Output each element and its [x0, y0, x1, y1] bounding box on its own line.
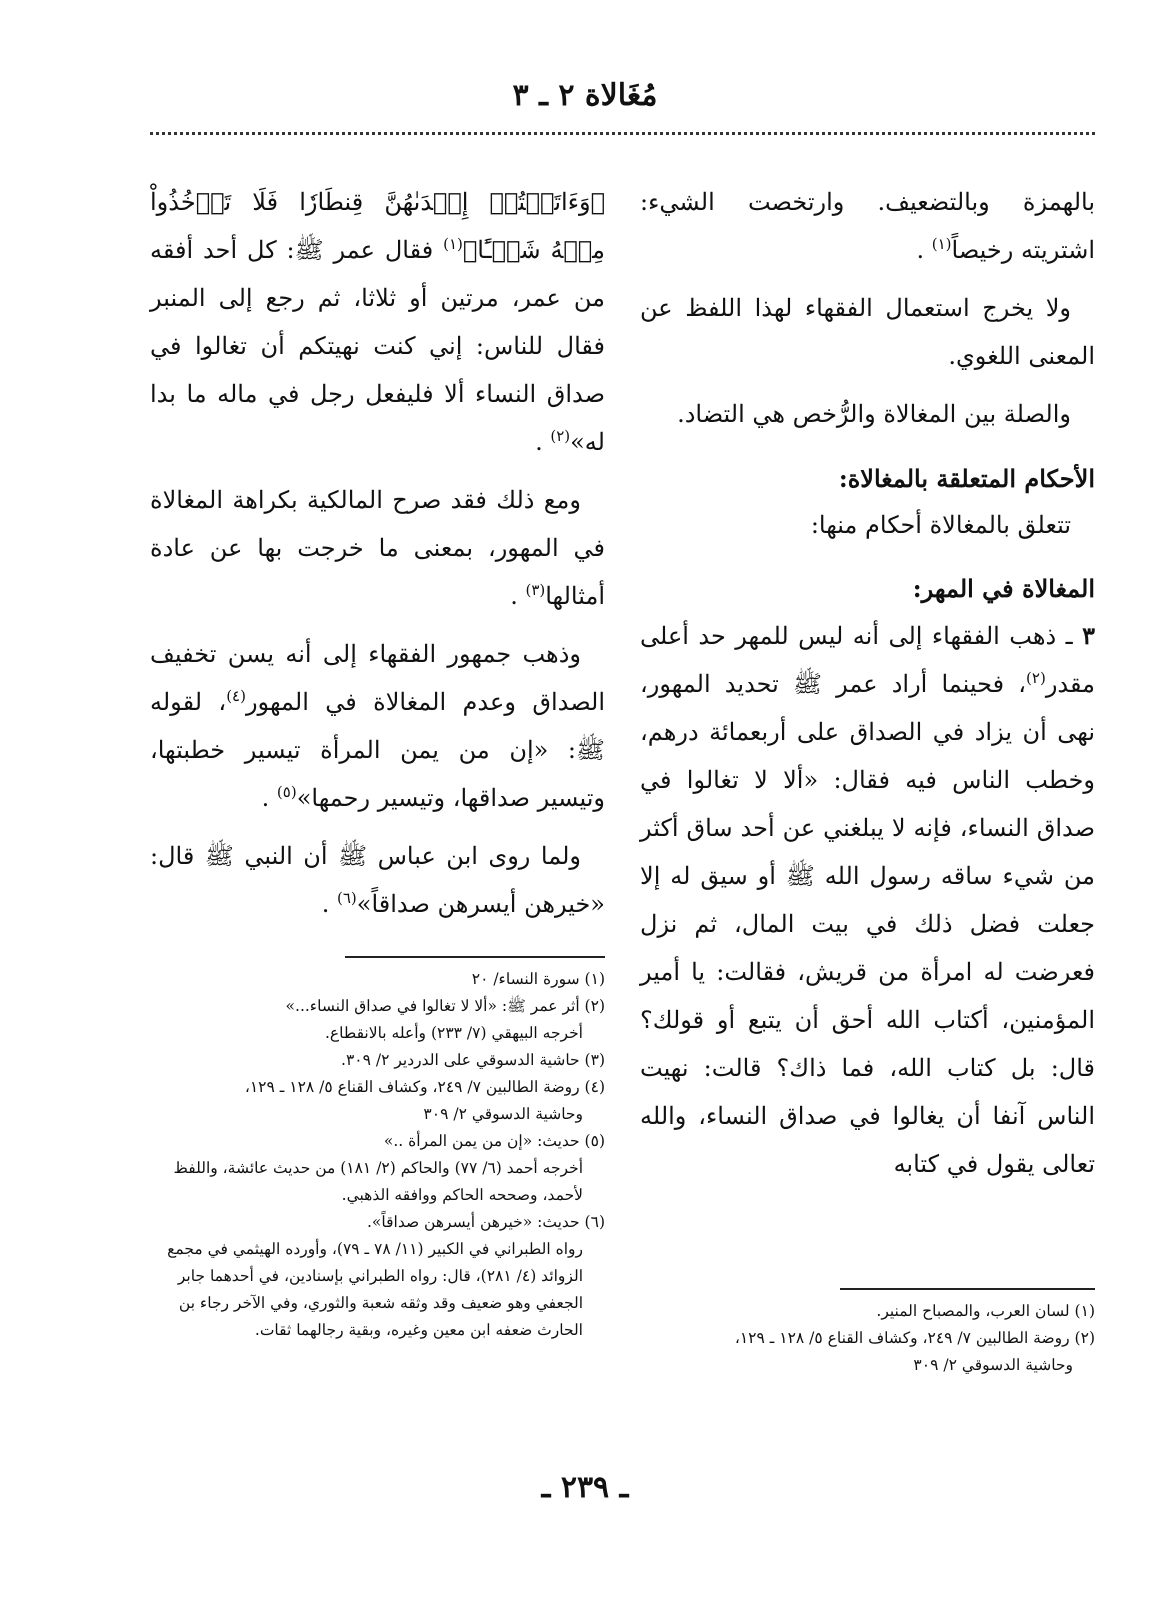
footnote-ref: (٦): [336, 889, 357, 907]
paragraph-text: ـ ذهب الفقهاء إلى أنه ليس للمهر حد أعلى مقدر: [640, 622, 1095, 698]
paragraph: [640, 178, 1095, 274]
running-header: مُغَالاة ٢ ـ ٣: [512, 78, 658, 113]
right-column: [640, 178, 1095, 1198]
footnote: (٦) حديث: «خيرهن أيسرهن صداقاً».: [366, 1213, 605, 1231]
paragraph: [150, 178, 605, 466]
subsection-heading: المغالاة في المهر:: [912, 574, 1095, 603]
paragraph: [640, 612, 1095, 1188]
paragraph-text: ولما روى ابن عباس ﷺ أن النبي ﷺ قال: «خيرهن أيسرهن صداقاً»: [150, 842, 605, 918]
footnote-ref: (١): [443, 235, 463, 253]
paragraph-text: ، لقوله ﷺ: «إن من يمن المرأة تيسير خطبتها، وتيسير صداقها، وتيسير رحمها»: [150, 688, 605, 812]
footnote-continuation: وحاشية الدسوقي ٢/ ٣٠٩: [423, 1105, 583, 1123]
footnote-divider: [345, 956, 605, 958]
paragraph: [150, 630, 605, 822]
paragraph-text: وذهب جمهور الفقهاء إلى أنه يسن تخفيف الصداق وعدم المغالاة في المهور: [150, 640, 606, 716]
paragraph: [150, 832, 605, 928]
footnotes-left: [150, 966, 605, 1344]
paragraph: والصلة بين المغالاة والرُّخص هي التضاد.: [677, 400, 1071, 428]
footnote-ref: (٤): [226, 687, 246, 705]
punctuation: .: [916, 236, 932, 264]
header-divider: [150, 132, 1095, 135]
punctuation: .: [321, 890, 337, 918]
paragraph: [150, 476, 605, 620]
paragraph-text: ، فحينما أراد عمر ﷺ تحديد المهور، نهى أن يزاد في الصداق على أربعمائة درهم، وخطب الناس فيه فقال: «ألا لا تغالوا في صداق النساء، فإنه لا يبلغني عن أحد ساق أكثر من شيء ساقه رسول الله ﷺ أو سيق له إلا جعلت فضل ذلك في بيت المال، ثم نزل فعرضت له امرأة من قريش، فقالت: يا أمير المؤمنين، أكتاب الله أحق أن يتبع أو قولك؟ قال: بل كتاب الله، فما ذاك؟ قالت: نهيت الناس آنفا أن يغالوا في صداق النساء، والله تعالى يقول في كتابه: [640, 670, 1095, 1178]
section-intro: تتعلق بالمغالاة أحكام منها:: [810, 511, 1071, 539]
paragraph-text: ومع ذلك فقد صرح المالكية بكراهة المغالاة في المهور، بمعنى ما خرجت بها عن عادة أمثالها: [150, 486, 605, 610]
footnote: (٢) أثر عمر ﷺ: «ألا لا تغالوا في صداق النساء...»: [285, 997, 605, 1015]
footnotes-right: [640, 1298, 1095, 1379]
footnote: (١) لسان العرب، والمصباح المنير.: [876, 1302, 1095, 1320]
section-heading: الأحكام المتعلقة بالمغالاة:: [838, 464, 1095, 493]
paragraph-number: ٣: [1082, 621, 1095, 650]
punctuation: .: [535, 428, 551, 456]
footnote: (١) سورة النساء/ ٢٠: [471, 970, 605, 988]
footnote-ref: (٢): [1026, 669, 1046, 687]
quran-verse: ﴿وَءَاتَيۡتُمۡ إِحۡدَىٰهُنَّ قِنطَارٗا فَلَا تَأۡخُذُواْ مِنۡهُ شَيۡـًٔا﴾: [150, 188, 605, 264]
page-number: ـ ٢٣٩ ـ: [541, 1470, 629, 1505]
footnote: (٢) روضة الطالبين ٧/ ٢٤٩، وكشاف القناع ٥/ ١٢٨ ـ ١٢٩،: [734, 1329, 1095, 1347]
left-column: [150, 178, 605, 938]
paragraph-text: بالهمزة وبالتضعيف. وارتخصت الشيء: اشتريته رخيصاً: [640, 188, 1095, 264]
footnote: (٤) روضة الطالبين ٧/ ٢٤٩، وكشاف القناع ٥/ ١٢٨ ـ ١٢٩،: [244, 1078, 605, 1096]
punctuation: .: [261, 784, 277, 812]
footnote-divider: [840, 1288, 1095, 1290]
footnote-ref: (٣): [525, 581, 546, 599]
footnote-continuation: أخرجه أحمد (٦/ ٧٧) والحاكم (٢/ ١٨١) من حديث عائشة، واللفظ لأحمد، وصححه الحاكم ووافقه الذهبي.: [173, 1159, 583, 1204]
footnote-continuation: وحاشية الدسوقي ٢/ ٣٠٩: [913, 1356, 1073, 1374]
footnote-continuation: أخرجه البيهقي (٧/ ٢٣٣) وأعله بالانقطاع.: [324, 1024, 583, 1042]
footnote-ref: (١): [931, 235, 952, 253]
punctuation: .: [510, 582, 526, 610]
footnote-ref: (٢): [550, 427, 571, 445]
paragraph-text: فقال عمر ﷺ: كل أحد أفقه من عمر، مرتين أو ثلاثا، ثم رجع إلى المنبر فقال للناس: إني كنت نهيتكم أن تغالوا في صداق النساء ألا فليفعل رجل في ماله ما بدا له»: [150, 236, 605, 456]
footnote-continuation: رواه الطبراني في الكبير (١١/ ٧٨ ـ ٧٩)، وأورده الهيثمي في مجمع الزوائد (٤/ ٢٨١)، قال: رواه الطبراني بإسنادين، في أحدهما جابر الجعفي وهو ضعيف وقد وثقه شعبة والثوري، وفي الآخر رجاء بن الحارث ضعفه ابن معين وغيره، وبقية رجالهما ثقات.: [167, 1240, 583, 1339]
footnote: (٣) حاشية الدسوقي على الدردير ٢/ ٣٠٩.: [341, 1051, 605, 1069]
footnote: (٥) حديث: «إن من يمن المرأة ..»: [383, 1132, 605, 1150]
paragraph: ولا يخرج استعمال الفقهاء لهذا اللفظ عن المعنى اللغوي.: [640, 294, 1095, 370]
footnote-ref: (٥): [276, 783, 297, 801]
